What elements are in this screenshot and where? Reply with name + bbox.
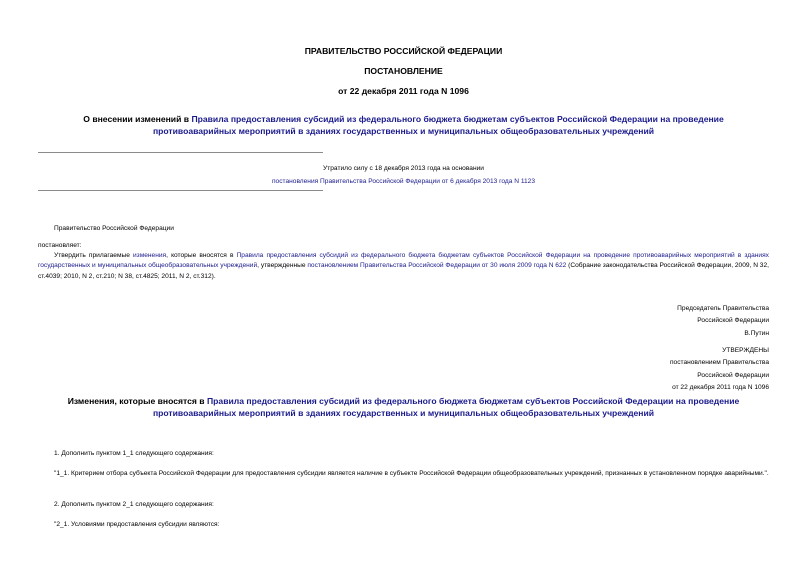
item-2: 2. Дополнить пунктом 2_1 следующего содержания: (54, 501, 214, 508)
signature-name: В.Путин (744, 329, 769, 337)
rules-link[interactable]: Правила предоставления субсидий из федерального бюджета бюджетам субъектов Российской Федерации на проведение противоаварийных мероприятий в зданиях государственных и муниципальных общеобразовательных учреждений (38, 252, 769, 270)
changes-title (0, 396, 807, 419)
divider-top (38, 152, 323, 153)
changes-title-link[interactable]: Правила предоставления субсидий из федерального бюджета бюджетам субъектов Российской Федерации на проведение (206, 396, 740, 406)
item-2-quote: "2_1. Условиями предоставления субсидии являются: (54, 521, 220, 528)
approval-heading: УТВЕРЖДЕНЫ (722, 347, 769, 354)
signature-block (677, 304, 769, 339)
approval-line-4: от 22 декабря 2011 года N 1096 (672, 384, 769, 392)
repeal-notice-text: Утратило силу с 18 декабря 2013 года на основании (323, 165, 484, 172)
repeal-resolution-link[interactable]: постановления Правительства Российской Федерации от 6 декабря 2013 года N 1123 (271, 178, 536, 185)
resolution-paragraph (38, 251, 769, 282)
approval-line-3: Российской Федерации (697, 371, 769, 379)
approval-block (670, 346, 769, 394)
resolves-text: постановляет: (38, 242, 82, 249)
changes-title-prefix: Изменения, которые вносятся в (67, 396, 207, 406)
item-1-quote: "1_1. Критерием отбора субъекта Российской Федерации для предоставления субсидии является наличие в субъекте Российской Федерации общеобразовательных учреждений, признанных в установленном порядке аварийными.". (54, 470, 769, 477)
divider-bottom (38, 190, 323, 191)
p1-text-b: , которые вносятся в (166, 252, 237, 259)
title-prefix: О внесении изменений в (83, 114, 192, 124)
signature-title: Председатель Правительства (677, 305, 769, 312)
item-1: 1. Дополнить пунктом 1_1 следующего содержания: (54, 450, 214, 457)
document-type-heading: ПОСТАНОВЛЕНИЕ (364, 66, 443, 76)
government-subject: Правительство Российской Федерации (54, 225, 174, 232)
document-title (0, 114, 807, 137)
changes-title-link-cont[interactable]: противоаварийных мероприятий в зданиях государственных и муниципальных общеобразовательных учреждений (152, 407, 655, 418)
signature-country: Российской Федерации (697, 317, 769, 325)
approval-line-2: постановлением Правительства (669, 359, 769, 367)
date-number-heading: от 22 декабря 2011 года N 1096 (338, 86, 469, 96)
resolution-622-link[interactable]: постановлением Правительства Российской Федерации от 30 июля 2009 года N 622 (307, 262, 567, 270)
changes-link[interactable]: изменения (133, 252, 167, 259)
p1-text-c: , утвержденные (257, 262, 308, 270)
title-rules-link[interactable]: Правила предоставления субсидий из федерального бюджета бюджетам субъектов Российской Федерации на проведение (191, 114, 724, 124)
p1-text-a: Утвердить прилагаемые (54, 252, 133, 259)
repeal-notice (0, 164, 807, 187)
title-rules-link-cont[interactable]: противоаварийных мероприятий в зданиях государственных и муниципальных общеобразовательных учреждений (152, 125, 655, 136)
government-heading: ПРАВИТЕЛЬСТВО РОССИЙСКОЙ ФЕДЕРАЦИИ (304, 46, 503, 56)
p1-text-d: (Собрание законодательства Российской Федерации, 2009, N 32, ст.4039; 2010, N 2, ст.210; N 38, ст.4825; 2011, N 2, ст.312). (38, 262, 769, 280)
